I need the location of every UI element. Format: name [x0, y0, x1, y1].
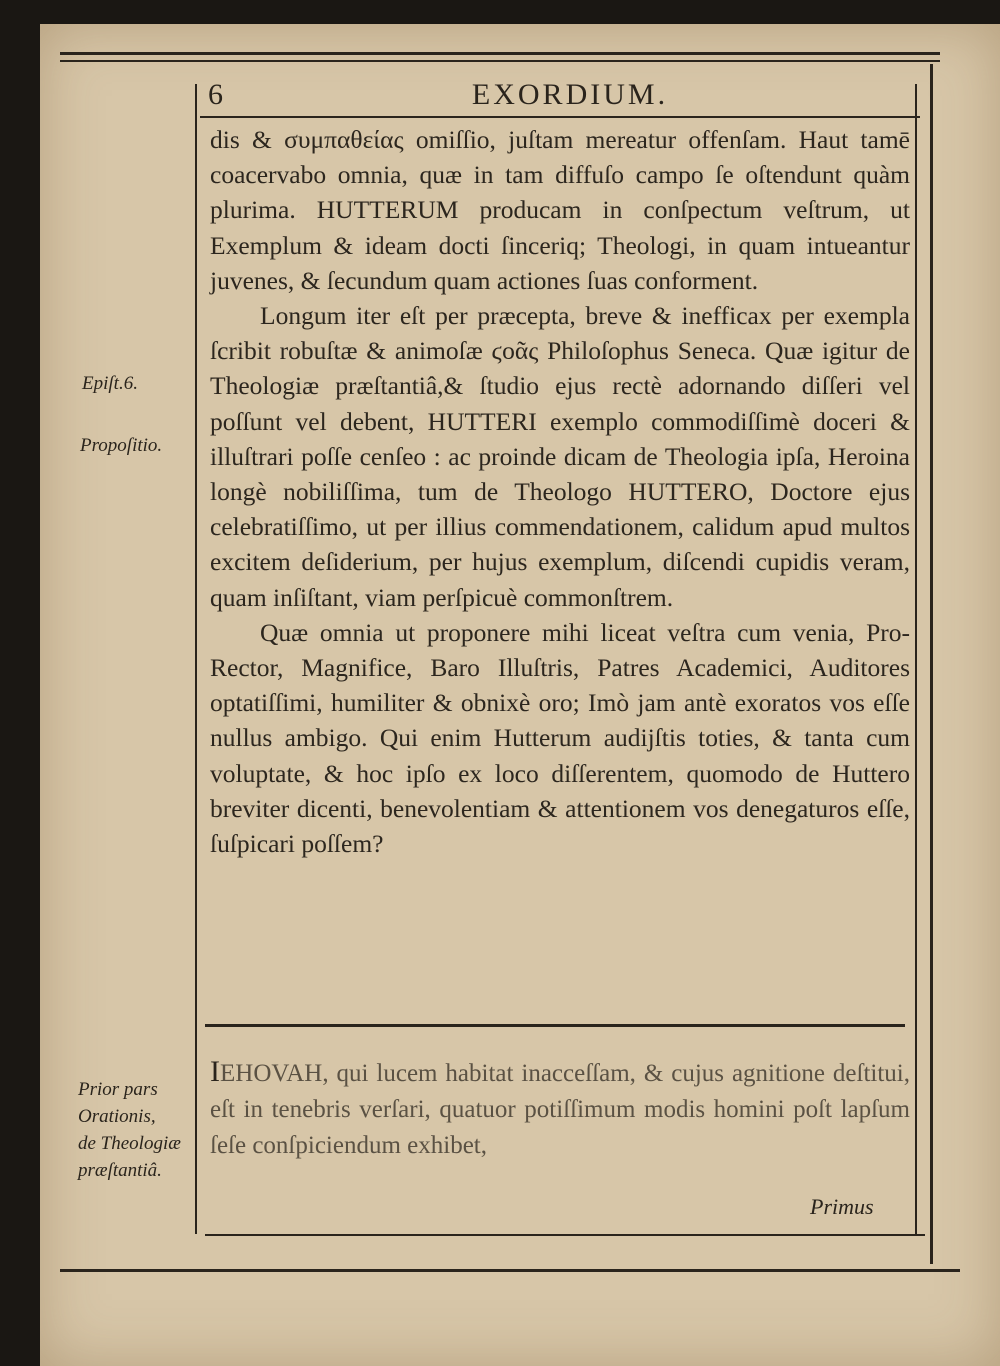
margin-note-propositio: Propoſitio. [80, 435, 163, 456]
paragraph-3: Quæ omnia ut proponere mihi liceat veſtra cum venia, Pro-Rector, Magnifice, Baro Illuſtris, Patres Academici, Auditores optatiſſimi, humiliter & obnixè oro; Imò jam antè exoratos vos eſſe nullus ambigo. Qui enim Hutterum audijſtis toties, & tanta cum voluptate, & hoc ipſo ex loco diſſerentem, quomodo de Huttero breviter dicenti, benevolentiam & attentionem vos denegaturos eſſe, ſuſpicari poſſem? [210, 617, 910, 859]
catchword: Primus [810, 1194, 874, 1219]
page-number: 6 [208, 78, 223, 111]
book-page [40, 24, 1000, 1366]
header-rule [200, 116, 920, 118]
section-divider-rule [205, 1024, 905, 1027]
margin-note-line-2: Orationis, [78, 1106, 156, 1127]
page-header [200, 72, 940, 116]
margin-note-epistle: Epiſt.6. [82, 373, 138, 394]
bottom-rule-outer [60, 1269, 960, 1272]
right-frame-rule [915, 84, 917, 1234]
outer-right-rule [930, 64, 933, 1264]
main-text-block [210, 122, 910, 861]
lower-text-block [210, 1054, 910, 1164]
margin-column-rule [195, 84, 197, 1234]
running-head: EXORDIUM. [471, 78, 669, 111]
top-rule-outer [60, 52, 940, 55]
margin-note-line-1: Prior pars [78, 1079, 158, 1100]
initial-letter: I [210, 1055, 220, 1088]
paragraph-2: Longum iter eſt per præcepta, breve & inefficax per exempla ſcribit robuſtæ & animoſæ ϛοᾶς Philoſophus Seneca. Quæ igitur de Theologiæ præſtantiâ,& ſtudio ejus rectè adornando diſſeri vel poſſunt vel debent, HUTTERI exemplo commodiſſimè doceri & illuſtrari poſſe cenſeo : ac proinde dicam de Theologia ipſa, Heroina longè nobiliſſima, tum de Theologo HUTTERO, Doctore ejus celebratiſſimo, ut per illius commendationem, calidum apud multos excitem deſiderium, per hujus exemplum, diſcendi cupidis veram, quam inſiſtant, viam perſpicuè commonſtrem. [210, 301, 910, 612]
margin-note-line-4: præſtantiâ. [78, 1160, 162, 1181]
margin-note-prior-pars [78, 1076, 181, 1184]
lower-section-text: EHOVAH, qui lucem habitat inacceſſam, & cujus agnitione deſtitui, eſt in tenebris verſari, quatuor potiſſimum modis homini poſt lapſum ſeſe conſpiciendum exhibet, [210, 1060, 910, 1159]
bottom-rule-inner [205, 1234, 925, 1236]
top-rule-inner [60, 60, 940, 62]
paragraph-1: dis & συμπαθείας omiſſio, juſtam mereatur offenſam. Haut tamē coacervabo omnia, quæ in tam diffuſo campo ſe oſtendunt quàm plurima. HUTTERUM producam in conſpectum veſtrum, ut Exemplum & ideam docti ſinceriq; Theologi, in quam intueantur juvenes, & ſecundum quam actiones ſuas conforment. [210, 125, 910, 295]
margin-note-line-3: de Theologiæ [78, 1133, 181, 1154]
